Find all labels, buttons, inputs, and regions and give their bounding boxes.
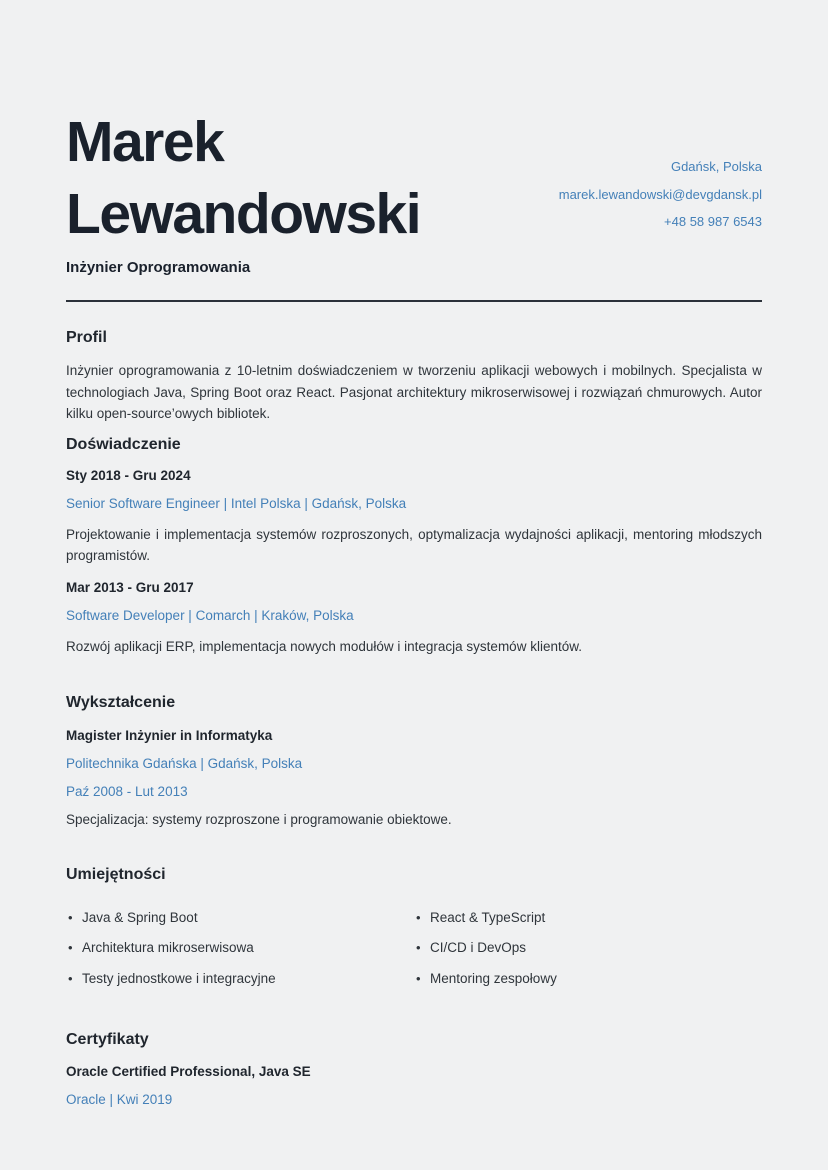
skill-label: Testy jednostkowe i integracyjne [82,970,276,986]
experience-dates: Sty 2018 - Gru 2024 [66,467,191,483]
header [66,106,762,276]
education-degree: Magister Inżynier in Informatyka [66,728,273,743]
experience-role: Senior Software Engineer | Intel Polska | Gdańsk, Polska [66,495,407,511]
experience-item [66,468,762,567]
bullet-icon [414,940,430,955]
section-heading-experience: Doświadczenie [66,435,181,453]
bullet-icon [66,940,82,955]
certificate-issuer: Oracle | Kwi 2019 [66,1091,173,1107]
contact-location: Gdańsk, Polska [670,159,762,174]
contact-phone: +48 58 987 6543 [664,214,762,229]
bullet-icon [66,910,82,925]
contact-email[interactable]: marek.lewandowski@devgdansk.pl [558,186,762,202]
skill-item [414,940,762,955]
bullet-icon [414,971,430,986]
job-title: Inżynier Oprogramowania [66,259,251,276]
header-divider [66,300,762,302]
experience-role: Software Developer | Comarch | Kraków, Polska [66,607,354,623]
name-block [66,106,420,276]
skill-label: Architektura mikroserwisowa [82,940,254,956]
section-experience [66,435,762,658]
section-profile [66,328,762,425]
section-heading-education: Wykształcenie [66,694,176,711]
skill-label: React & TypeScript [430,909,546,925]
section-certificates [66,1030,762,1107]
section-heading-certificates: Certyfikaty [66,1030,149,1048]
person-name-line1: Marek [66,110,224,174]
section-education [66,693,762,827]
profile-text: Inżynier oprogramowania z 10-letnim doświadczeniem w tworzeniu aplikacji webowych i mobilnych. Specjalista w technologiach Java, Spring Boot oraz React. Pasjonat architektury mikroserwisowej i rozwiązań chmurowych. Autor kilku open-source’owych bibliotek. [66,363,762,421]
experience-item [66,580,762,658]
education-dates: Paź 2008 - Lut 2013 [66,784,188,799]
section-skills [66,865,762,994]
skill-item [66,971,414,986]
experience-description: Rozwój aplikacji ERP, implementacja nowych modułów i integracja systemów klientów. [66,638,582,654]
skill-label: Mentoring zespołowy [430,970,557,986]
bullet-icon [414,910,430,925]
skills-list [66,902,762,994]
bullet-icon [66,971,82,986]
skill-label: Java & Spring Boot [82,909,198,925]
contact-info [559,106,762,236]
skill-item [66,910,414,925]
experience-description: Projektowanie i implementacja systemów rozproszonych, optymalizacja wydajności aplikacji, mentoring młodszych programistów. [66,526,762,563]
education-description: Specjalizacja: systemy rozproszone i programowanie obiektowe. [66,812,452,827]
person-name [66,106,420,250]
section-heading-profile: Profil [66,329,107,346]
education-school: Politechnika Gdańska | Gdańsk, Polska [66,756,303,771]
person-name-line2: Lewandowski [66,182,421,246]
section-heading-skills: Umiejętności [66,866,166,883]
skill-item [414,910,762,925]
skill-item [414,971,762,986]
skill-item [66,940,414,955]
certificate-name: Oracle Certified Professional, Java SE [66,1063,311,1079]
experience-dates: Mar 2013 - Gru 2017 [66,579,194,595]
skill-label: CI/CD i DevOps [430,940,527,956]
